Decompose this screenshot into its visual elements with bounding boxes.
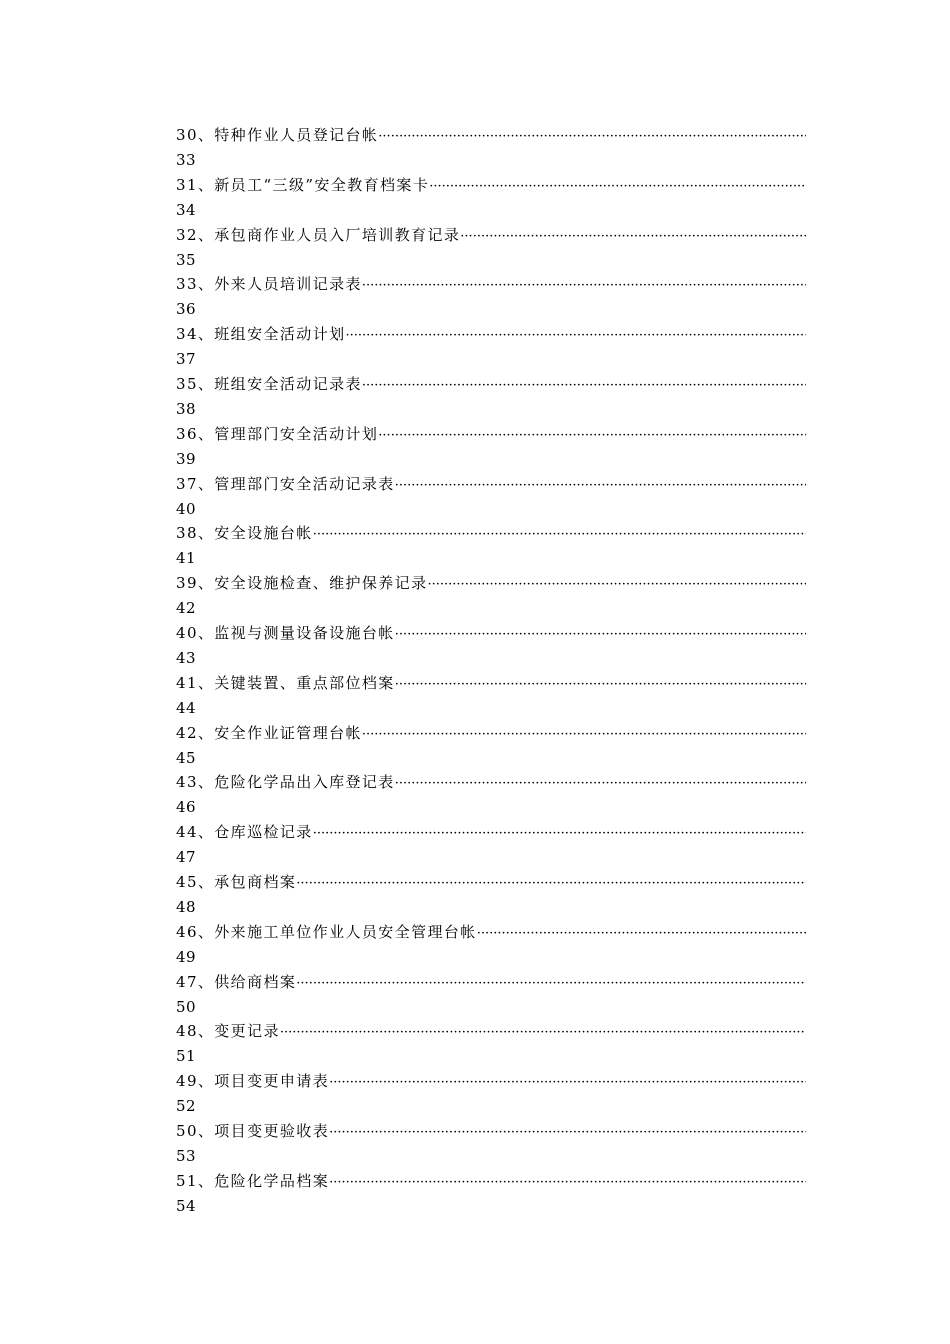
toc-entry-title[interactable]: 42、安全作业证管理台帐 <box>176 723 362 742</box>
toc-entry-line[interactable] <box>176 1018 806 1044</box>
toc-entry-page[interactable]: 35 <box>176 250 197 269</box>
toc-entry-line[interactable] <box>176 919 806 945</box>
toc-entry-title[interactable]: 51、危险化学品档案 <box>176 1171 330 1190</box>
toc-entry-title[interactable]: 37、管理部门安全活动记录表 <box>176 474 395 493</box>
toc-leader-dots <box>313 522 806 546</box>
toc-entry-page[interactable]: 33 <box>176 151 197 169</box>
toc-entry-line[interactable] <box>176 1168 806 1194</box>
toc-entry-page[interactable]: 47 <box>176 848 197 867</box>
toc-entry-page[interactable]: 34 <box>176 200 197 219</box>
toc-leader-dots <box>395 672 806 696</box>
toc-entry-title[interactable]: 46、外来施工单位作业人员安全管理台帐 <box>176 922 477 941</box>
toc-entry-title[interactable]: 34、班组安全活动计划 <box>176 325 346 344</box>
toc-entry-page[interactable]: 44 <box>176 698 197 717</box>
table-of-contents <box>176 122 806 1268</box>
toc-leader-dots <box>378 423 806 447</box>
toc-entry-title[interactable]: 47、供给商档案 <box>176 972 297 991</box>
toc-entry-title[interactable]: 31、新员工“三级”安全教育档案卡 <box>176 175 430 194</box>
toc-entry-line[interactable] <box>176 271 806 297</box>
toc-entry-line[interactable] <box>176 471 806 497</box>
toc-leader-dots <box>329 1170 806 1194</box>
toc-entry-title[interactable]: 50、项目变更验收表 <box>176 1121 330 1140</box>
toc-entry-page[interactable]: 48 <box>176 897 197 916</box>
toc-entry-page[interactable]: 53 <box>176 1146 197 1165</box>
toc-entry-line[interactable] <box>176 670 806 696</box>
toc-entry-page[interactable]: 46 <box>176 798 197 817</box>
toc-entry-page[interactable]: 52 <box>176 1097 197 1116</box>
toc-entry-title[interactable]: 38、安全设施台帐 <box>176 524 313 543</box>
toc-entry-line[interactable] <box>176 720 806 746</box>
toc-leader-dots <box>329 1120 806 1144</box>
toc-entry-page[interactable]: 49 <box>176 947 197 966</box>
toc-entry-title[interactable]: 43、危险化学品出入库登记表 <box>176 773 395 792</box>
toc-leader-dots <box>280 1020 806 1044</box>
toc-leader-dots <box>395 473 806 497</box>
toc-leader-dots <box>477 921 806 945</box>
toc-leader-dots <box>296 971 806 995</box>
toc-entry-page[interactable]: 45 <box>176 748 197 767</box>
toc-entry-line[interactable] <box>176 1118 806 1144</box>
toc-entry-page[interactable]: 38 <box>176 399 197 418</box>
toc-entry-title[interactable]: 30、特种作业人员登记台帐 <box>176 126 379 144</box>
toc-leader-dots <box>296 871 806 895</box>
toc-entry-line[interactable] <box>176 371 806 397</box>
toc-leader-dots <box>460 224 806 248</box>
toc-leader-dots <box>362 722 806 746</box>
toc-entry-title[interactable]: 36、管理部门安全活动计划 <box>176 424 379 443</box>
toc-entry-line[interactable] <box>176 969 806 995</box>
toc-leader-dots <box>378 124 806 148</box>
toc-entry-line[interactable] <box>176 570 806 596</box>
toc-entry-title[interactable]: 32、承包商作业人员入厂培训教育记录 <box>176 225 461 244</box>
toc-entry-page[interactable]: 40 <box>176 499 197 518</box>
toc-entry-title[interactable]: 45、承包商档案 <box>176 872 297 891</box>
toc-leader-dots <box>346 323 807 347</box>
toc-entry-line[interactable] <box>176 819 806 845</box>
toc-leader-dots <box>362 273 806 297</box>
toc-entry-line[interactable] <box>176 1068 806 1094</box>
toc-leader-dots <box>428 572 807 596</box>
toc-leader-dots <box>329 1070 806 1094</box>
toc-entry-line[interactable] <box>176 321 806 347</box>
toc-leader-dots <box>313 821 806 845</box>
toc-entry-page[interactable]: 54 <box>176 1196 197 1215</box>
toc-entry-page[interactable]: 50 <box>176 997 197 1016</box>
toc-entry-page[interactable]: 36 <box>176 300 197 319</box>
toc-leader-dots <box>429 174 806 198</box>
toc-entry[interactable] <box>176 1168 806 1268</box>
toc-entry-title[interactable]: 49、项目变更申请表 <box>176 1072 330 1091</box>
toc-entry-page[interactable]: 42 <box>176 599 197 618</box>
toc-entry-title[interactable]: 35、班组安全活动记录表 <box>176 374 362 393</box>
toc-entry-line[interactable] <box>176 222 806 248</box>
toc-entry-title[interactable]: 41、关键装置、重点部位档案 <box>176 673 395 692</box>
toc-leader-dots <box>395 622 806 646</box>
toc-entry-line[interactable] <box>176 520 806 546</box>
toc-entry-line[interactable] <box>176 421 806 447</box>
toc-entry-title[interactable]: 39、安全设施检查、维护保养记录 <box>176 574 428 593</box>
toc-entry-page[interactable]: 43 <box>176 648 197 667</box>
toc-entry-page[interactable]: 51 <box>176 1047 197 1066</box>
toc-entry-title[interactable]: 44、仓库巡检记录 <box>176 823 313 842</box>
toc-leader-dots <box>395 771 806 795</box>
toc-entry-line[interactable] <box>176 620 806 646</box>
toc-entry-title[interactable]: 33、外来人员培训记录表 <box>176 275 362 294</box>
toc-entry-line[interactable] <box>176 172 806 198</box>
toc-entry-line[interactable] <box>176 122 806 148</box>
toc-entry-page[interactable]: 37 <box>176 350 197 369</box>
toc-entry-page[interactable]: 41 <box>176 549 197 568</box>
toc-entry-title[interactable]: 48、变更记录 <box>176 1022 280 1041</box>
toc-leader-dots <box>362 373 806 397</box>
toc-entry-page[interactable]: 39 <box>176 449 197 468</box>
toc-entry-line[interactable] <box>176 769 806 795</box>
toc-entry-line[interactable] <box>176 869 806 895</box>
toc-entry-title[interactable]: 40、监视与测量设备设施台帐 <box>176 623 395 642</box>
